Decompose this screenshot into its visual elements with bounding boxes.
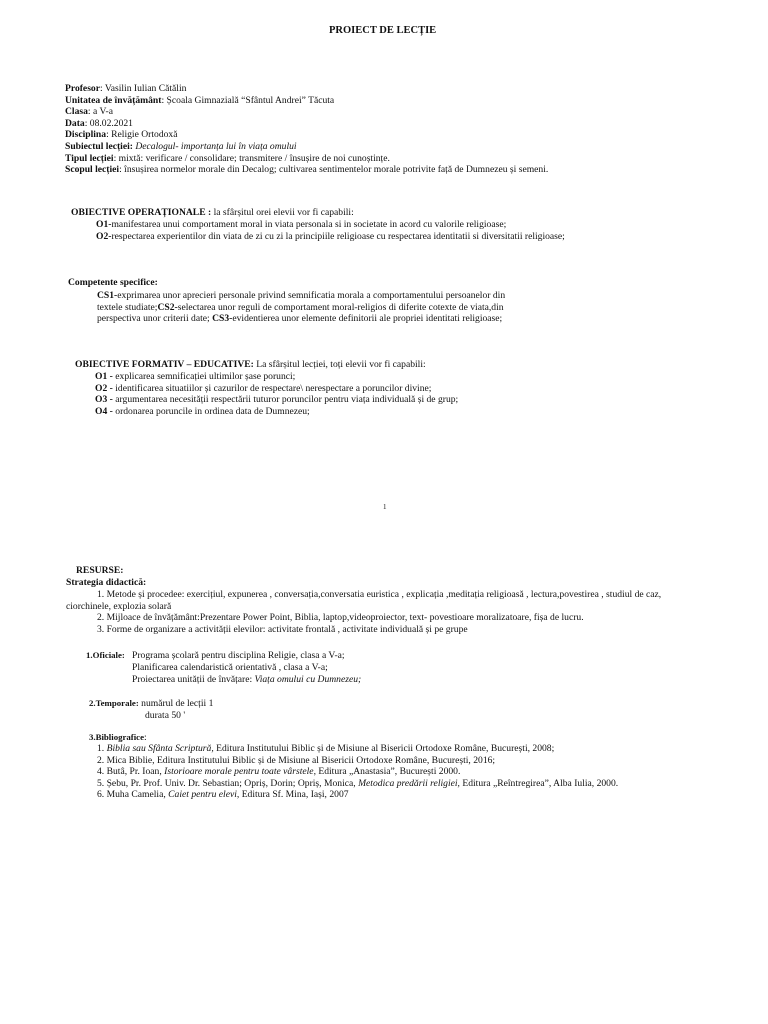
tipul-line: Tipul lecției: mixtă: verificare / consolidare; transmitere / însușire de noi cunoștințe.: [65, 152, 390, 164]
list-item: 1. Metode și procedee: exercițiul, expunerea , conversația,conversatia euristica , explicația ,meditația religioasă , lectura,povestirea , studiul de caz,: [97, 589, 662, 600]
strategia-list: [66, 589, 661, 635]
strategia-heading: Strategia didactică:: [66, 577, 147, 588]
page-number: 1: [383, 503, 387, 511]
bibliografie-list: [97, 743, 618, 801]
obiective-operationale-list: [96, 219, 565, 242]
list-item: O2 - identificarea situatiilor și cazurilor de respectare\ nerespectare a poruncilor divine;: [95, 382, 432, 394]
subiectul-line: Subiectul lecției: Decalogul- importanța lui în viața omului: [65, 140, 297, 152]
list-item: 1. Biblia sau Sfânta Scriptură, Editura Institutului Biblic și de Misiune al Bisericii Ortodoxe Române, București, 2008;: [97, 743, 555, 754]
list-item: CS1-exprimarea unor aprecieri personale privind semnificatia morala a comportamentului persoanelor din: [97, 290, 506, 301]
competente-heading: Competente specifice:: [68, 277, 158, 288]
competente-list: [97, 290, 505, 325]
list-item: O1-manifestarea unui comportament moral in viata personala si in societate in acord cu valorile religioase;: [96, 219, 507, 230]
temporale-block: 2.Temporale: numărul de lecții 1 durata 50 ': [89, 698, 214, 721]
list-item: 2. Mijloace de învățământ:Prezentare Power Point, Biblia, laptop,videoproiector, text- povestioare moralizatoare, fișa de lucru.: [97, 612, 584, 624]
profesor-line: Profesor: Vasilin Iulian Cătălin: [65, 83, 187, 94]
list-item: O4 - ordonarea poruncile in ordinea data de Dumnezeu;: [95, 405, 310, 417]
list-item: 6. Muha Camelia, Caiet pentru elevi, Editura Sf. Mina, Iași, 2007: [97, 789, 349, 801]
list-item: 2. Mica Biblie, Editura Institutului Biblic și de Misiune al Bisericii Ortodoxe Române, București, 2016;: [97, 754, 496, 766]
list-item: O3 - argumentarea necesității respectării tuturor poruncilor pentru viața individuală și de grup;: [95, 394, 459, 406]
oficiale-block: 1.Oficiale: Programa școlară pentru disciplina Religie, clasa a V-a; Planificarea calendaristică orientativă , clasa a V-a; Proiectarea unității de învățare: Viața omului cu Dumnezeu;: [86, 650, 362, 685]
obiective-formative-list: [95, 371, 458, 417]
resurse-heading: RESURSE:: [76, 565, 124, 576]
list-item: O1 - explicarea semnificației ultimilor șase porunci;: [95, 371, 296, 382]
clasa-line: Clasa: a V-a: [65, 106, 113, 118]
scopul-line: Scopul lecției: însușirea normelor morale din Decalog; cultivarea sentimentelor morale potrivite față de Dumnezeu și semeni.: [65, 164, 549, 176]
list-item: 3. Forme de organizare a activității elevilor: activitate frontală , activitate individuală și pe grupe: [97, 623, 468, 635]
disciplina-line: Disciplina: Religie Ortodoxă: [65, 129, 178, 141]
list-item: O2-respectarea experientilor din viata de zi cu zi la principiile religioase cu respectarea identitatii si diversitatii religioase;: [96, 230, 565, 242]
list-item: 4. Butâ, Pr. Ioan, Istorioare morale pentru toate vârstele, Editura „Anastasia”, București 2000.: [97, 766, 461, 778]
bibliografie-heading: 3.Bibliografice:: [89, 732, 147, 743]
obiective-operationale-heading: OBIECTIVE OPERAȚIONALE : la sfârșitul orei elevii vor fi capabili:: [71, 207, 354, 218]
list-item: textele studiate;CS2-selectarea unor reguli de comportament moral-religios di diferite cotexte de viata,din: [97, 301, 504, 313]
info-block: [65, 83, 548, 176]
list-item: 5. Șebu, Pr. Prof. Univ. Dr. Sebastian; Opriș, Dorin; Opriș, Monica, Metodica predării religiei, Editura „Reîntregirea”, Alba Iulia, 2000.: [97, 777, 619, 789]
unitatea-line: Unitatea de învățământ: Școala Gimnazială “Sfântul Andrei” Tăcuta: [65, 94, 335, 106]
list-item: ciorchinele, explozia solară: [66, 600, 172, 612]
obiective-formative-heading: OBIECTIVE FORMATIV – EDUCATIVE: La sfârșitul lecției, toți elevii vor fi capabili:: [75, 359, 426, 370]
page-title: PROIECT DE LECȚIE: [329, 25, 437, 36]
list-item: perspectiva unor criterii date; CS3-evidentierea unor elemente definitorii ale propriei identitati religioase;: [97, 313, 503, 325]
data-line: Data: 08.02.2021: [65, 117, 133, 129]
